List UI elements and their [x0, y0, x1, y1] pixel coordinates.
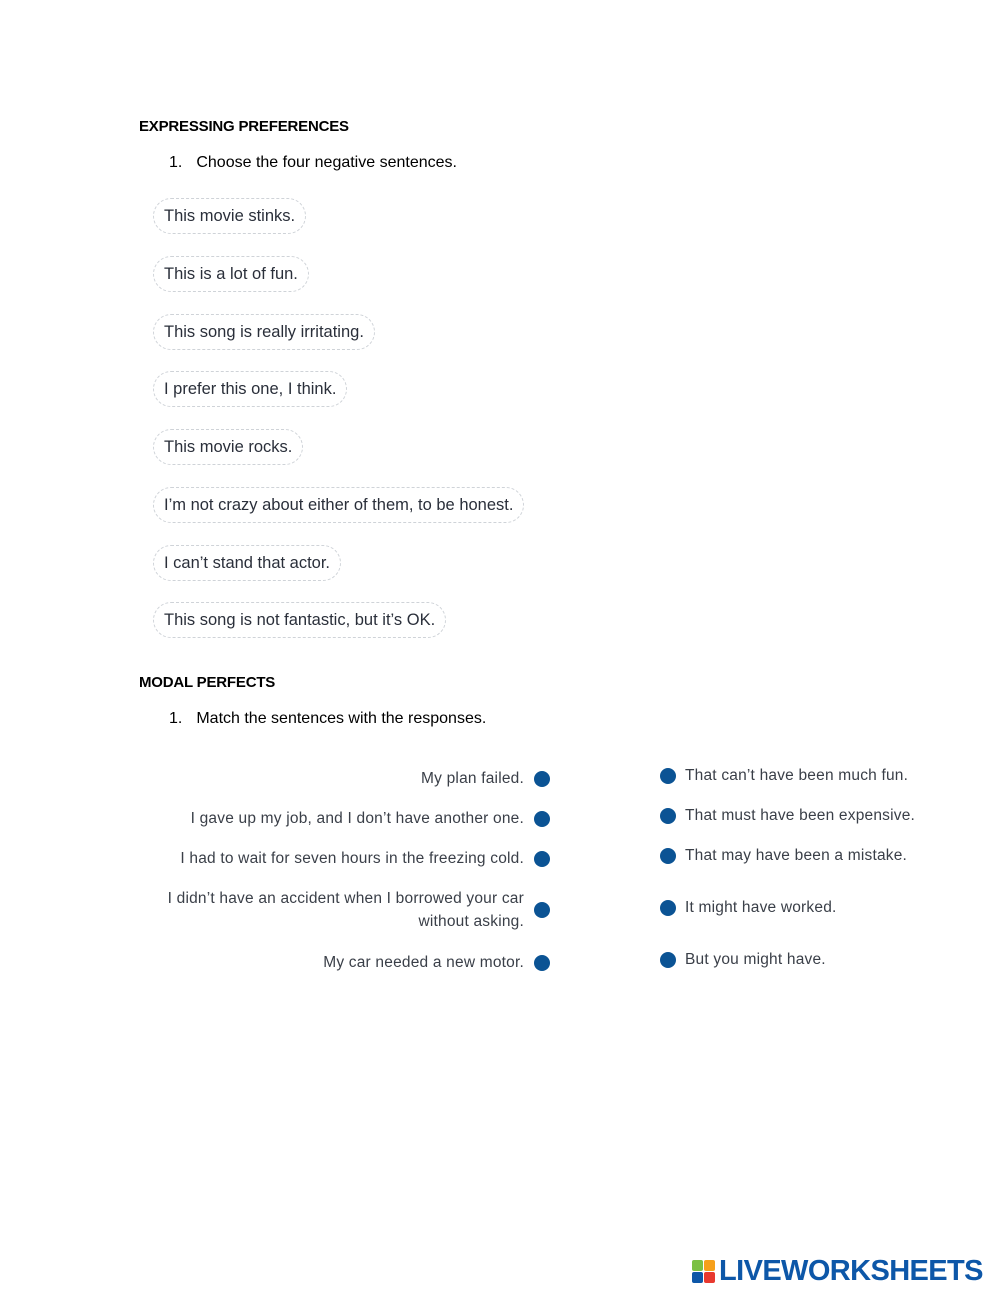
- match-left-text: I gave up my job, and I don’t have another one.: [190, 810, 524, 827]
- match-left-text: My car needed a new motor.: [323, 954, 524, 971]
- match-left-dot[interactable]: [534, 771, 550, 787]
- choice-option[interactable]: I’m not crazy about either of them, to be honest.: [153, 487, 524, 523]
- match-left-text-line: I didn’t have an accident when I borrowed your car: [167, 890, 524, 907]
- instruction-match: [169, 710, 486, 728]
- match-right-dot[interactable]: [660, 808, 676, 824]
- match-left-text-line: without asking.: [418, 913, 524, 930]
- match-left-item: [421, 767, 550, 790]
- match-right-item: [660, 847, 907, 865]
- match-left-item: [323, 951, 550, 974]
- match-left-dot[interactable]: [534, 955, 550, 971]
- match-right-text: But you might have.: [685, 951, 826, 968]
- choice-option[interactable]: This is a lot of fun.: [153, 256, 309, 292]
- match-right-text: That must have been expensive.: [685, 807, 916, 824]
- instruction-text: Choose the four negative sentences.: [196, 154, 457, 171]
- choice-option[interactable]: This song is not fantastic, but it’s OK.: [153, 602, 446, 638]
- match-left-dot[interactable]: [534, 851, 550, 867]
- match-right-item: [660, 899, 837, 917]
- logo-text: LIVEWORKSHEETS: [719, 1255, 983, 1287]
- choice-option[interactable]: This song is really irritating.: [153, 314, 375, 350]
- logo-mark-icon: [692, 1260, 715, 1283]
- match-left-text: My plan failed.: [421, 770, 524, 787]
- instruction-text: Match the sentences with the responses.: [196, 710, 487, 727]
- match-left-item: [168, 887, 550, 933]
- match-right-dot[interactable]: [660, 768, 676, 784]
- match-left-item: [191, 807, 550, 830]
- match-right-dot[interactable]: [660, 848, 676, 864]
- instruction-number: 1.: [169, 154, 183, 171]
- section-heading-expressing-preferences: EXPRESSING PREFERENCES: [139, 118, 349, 135]
- match-right-text: It might have worked.: [685, 899, 837, 916]
- match-right-dot[interactable]: [660, 952, 676, 968]
- instruction-choose: [169, 154, 457, 172]
- choice-option[interactable]: I prefer this one, I think.: [153, 371, 347, 407]
- match-left-dot[interactable]: [534, 902, 550, 918]
- match-left-dot[interactable]: [534, 811, 550, 827]
- match-right-item: [660, 807, 915, 825]
- match-left-item: [180, 847, 550, 870]
- section-heading-modal-perfects: MODAL PERFECTS: [139, 674, 276, 691]
- choice-option[interactable]: I can’t stand that actor.: [153, 545, 341, 581]
- match-right-dot[interactable]: [660, 900, 676, 916]
- match-right-text: That may have been a mistake.: [685, 847, 908, 864]
- instruction-number: 1.: [169, 710, 183, 727]
- match-right-text: That can’t have been much fun.: [685, 767, 909, 784]
- match-left-text: I had to wait for seven hours in the freezing cold.: [180, 850, 524, 867]
- choice-option[interactable]: This movie stinks.: [153, 198, 306, 234]
- match-right-item: [660, 951, 826, 969]
- choice-option[interactable]: This movie rocks.: [153, 429, 303, 465]
- match-left-text: [168, 887, 524, 933]
- match-right-item: [660, 767, 908, 785]
- liveworksheets-logo: [692, 1255, 983, 1288]
